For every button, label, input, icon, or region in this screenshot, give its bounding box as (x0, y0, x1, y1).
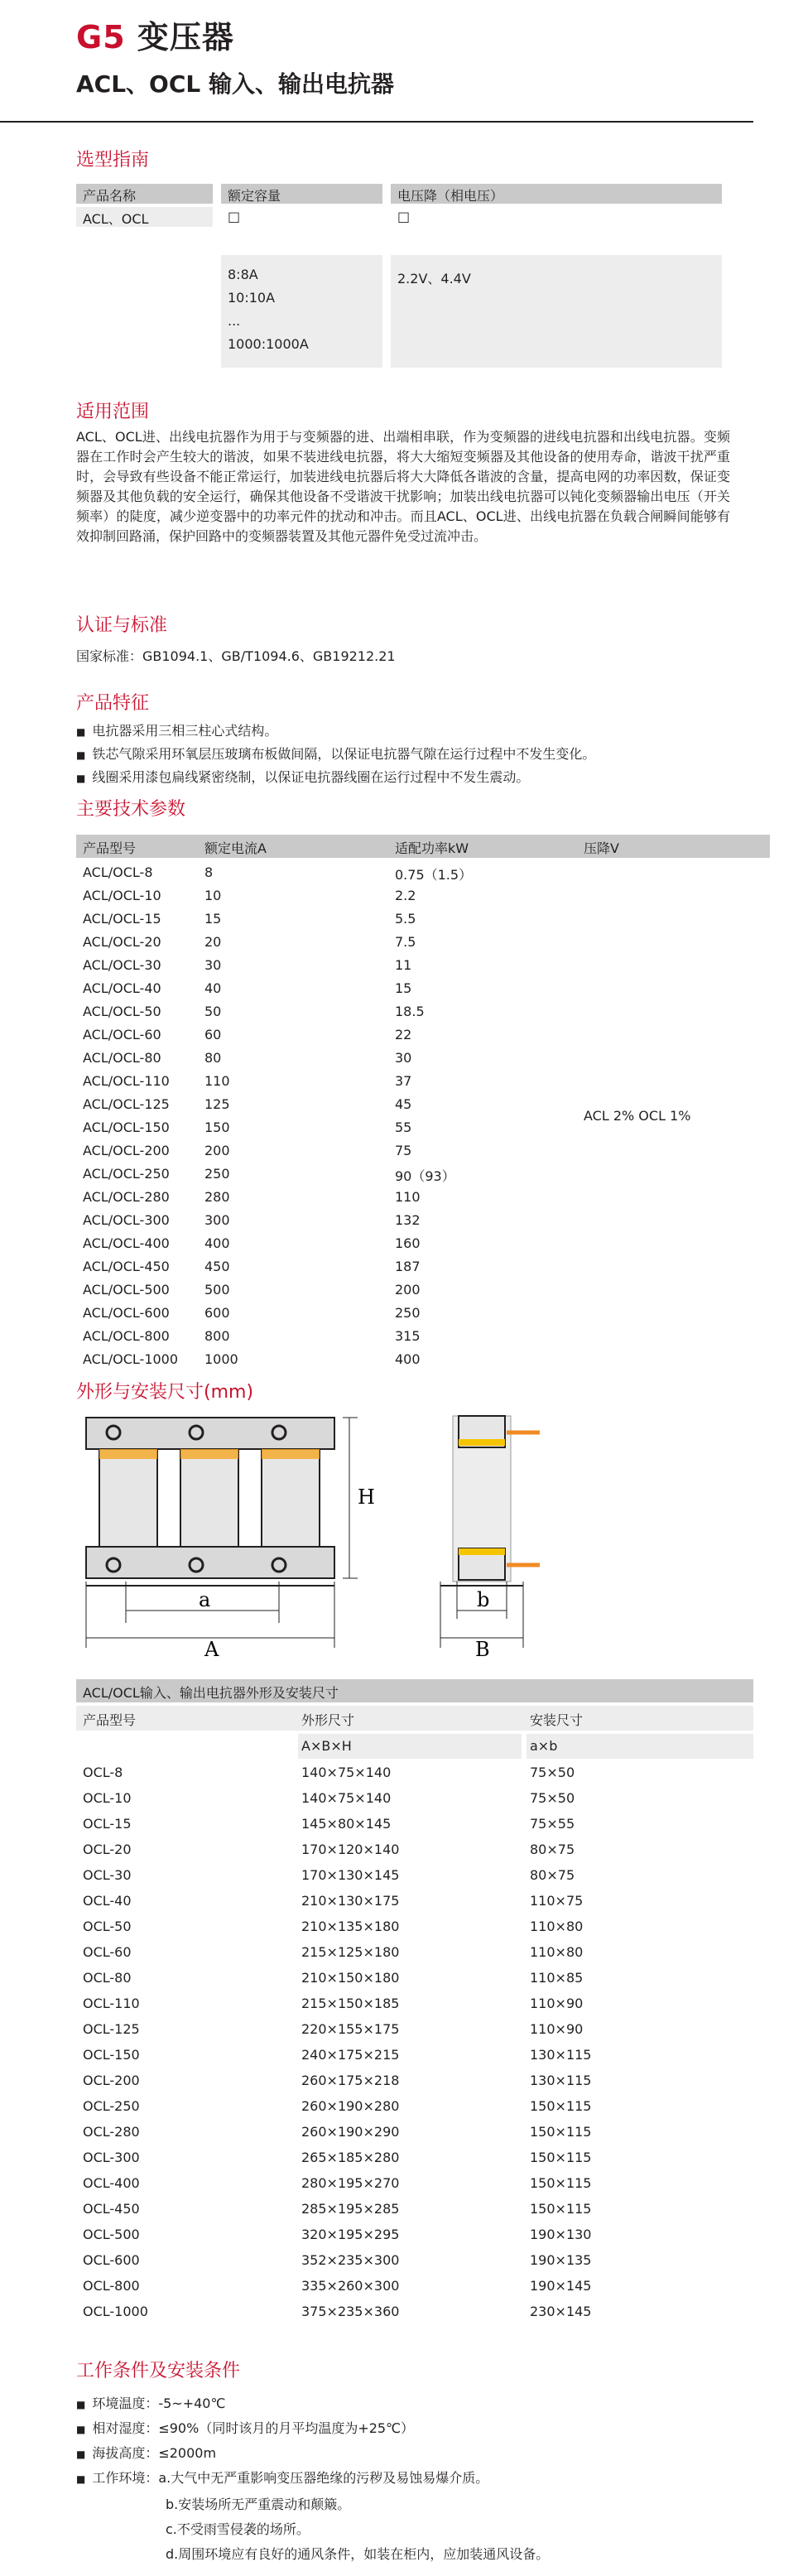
dim-outline-cell: 352×235×300 (301, 2252, 400, 2268)
specs-col-model: 产品型号 (83, 840, 137, 856)
feature-item-3: ■ 线圈采用漆包扁线紧密绕制，以保证电抗器线圈在运行过程中不发生震动。 (76, 767, 529, 786)
table-row (76, 2222, 753, 2248)
table-row (76, 1186, 770, 1209)
label-a: a (199, 1588, 211, 1611)
dim-mount-cell: 150×115 (530, 2201, 592, 2217)
selection-capacity-box-area (221, 255, 382, 368)
table-row (76, 1760, 753, 1786)
dim-outline-cell: 215×150×185 (301, 1996, 400, 2011)
specs-col-power: 适配功率kW (395, 840, 469, 856)
dim-mount-cell: 110×85 (530, 1970, 584, 1986)
dim-mount-cell: 80×75 (530, 1867, 575, 1883)
selection-voltage-box-area (391, 255, 722, 368)
table-row (76, 2274, 753, 2299)
spec-power-cell: 132 (395, 1212, 421, 1228)
dim-outline-cell: 260×175×218 (301, 2073, 400, 2088)
spec-model-cell: ACL/OCL-125 (83, 1096, 170, 1112)
dim-mount-cell: 130×115 (530, 2073, 592, 2088)
label-A: A (204, 1638, 219, 1656)
specs-drop-value: ACL 2% OCL 1% (584, 1108, 691, 1124)
spec-current-cell: 60 (204, 1027, 222, 1042)
spec-power-cell: 45 (395, 1096, 412, 1112)
dim-col-outline: 外形尺寸 (301, 1712, 355, 1728)
spec-power-cell: 90（93） (395, 1168, 455, 1184)
application-text: ACL、OCL进、出线电抗器作为用于与变频器的进、出端相串联，作为变频器的进线电抗器和出线电抗器。变频器在工作时会产生较大的谐波，如果不装进线电抗器，将大大缩短变频器及其他设备的使用寿命，谐波干扰严重时，会导致有些设备不能正常运行，加装进线电抗器后将大大降低各谐波的含量，提高电网的功率因数，保证变频器及其他负载的安全运行，确保其他设备不受谐波干扰影响；加装出线电抗器可以钝化变频器输出电压（开关频率）的陡度，减少逆变器中的功率元件的扰动和冲击。而且ACL、OCL进、出线电抗器在负载合闸瞬间能够有效抑制回路涌，保护回路中的变频器装置及其他元器件免受过流冲击。 (76, 429, 730, 544)
spec-current-cell: 125 (204, 1096, 230, 1112)
dim-model-cell: OCL-1000 (83, 2304, 148, 2319)
dim-mount-cell: 110×80 (530, 1919, 584, 1934)
spec-power-cell: 5.5 (395, 911, 416, 927)
voltage-value: 2.2V、4.4V (397, 271, 471, 286)
dim-outline-cell: 210×135×180 (301, 1919, 400, 1934)
conditions-heading: 工作条件及安装条件 (76, 2361, 241, 2381)
spec-power-cell: 160 (395, 1235, 421, 1251)
selection-col-voltage: 电压降（相电压） (397, 188, 504, 204)
selection-header-row (76, 184, 722, 204)
outline-heading: 外形与安装尺寸(mm) (76, 1382, 254, 1403)
dim-model-cell: OCL-15 (83, 1816, 132, 1832)
dim-model-cell: OCL-200 (83, 2073, 140, 2088)
selection-capacity-box: □ (228, 209, 241, 224)
spec-power-cell: 37 (395, 1073, 412, 1089)
specs-heading: 主要技术参数 (76, 799, 186, 820)
spec-power-cell: 0.75（1.5） (395, 867, 473, 883)
table-row (76, 2017, 753, 2043)
table-row (76, 1000, 770, 1023)
selection-col-capacity: 额定容量 (228, 188, 281, 204)
spec-current-cell: 80 (204, 1050, 222, 1066)
spec-model-cell: ACL/OCL-110 (83, 1073, 170, 1089)
spec-model-cell: ACL/OCL-1000 (83, 1351, 179, 1367)
specs-col-drop: 压降V (584, 840, 619, 856)
certification-heading: 认证与标准 (76, 615, 168, 636)
dim-model-cell: OCL-280 (83, 2124, 140, 2140)
dim-outline-cell: 145×80×145 (301, 1816, 392, 1832)
dim-outline-cell: 210×130×175 (301, 1893, 400, 1909)
brand-label: G5 (76, 19, 126, 55)
table-row (76, 977, 770, 1000)
dim-model-cell: OCL-300 (83, 2150, 140, 2165)
dim-col-mount: 安装尺寸 (530, 1712, 584, 1728)
spec-model-cell: ACL/OCL-300 (83, 1212, 170, 1228)
spec-current-cell: 500 (204, 1282, 230, 1298)
spec-model-cell: ACL/OCL-60 (83, 1027, 161, 1042)
spec-model-cell: ACL/OCL-20 (83, 934, 161, 950)
page-subtitle: ACL、OCL 输入、输出电抗器 (76, 70, 395, 98)
spec-current-cell: 250 (204, 1166, 230, 1182)
capacity-line-3: ... (228, 313, 241, 329)
spec-model-cell: ACL/OCL-40 (83, 980, 161, 996)
spec-current-cell: 800 (204, 1328, 230, 1344)
spec-power-cell: 2.2 (395, 888, 416, 903)
dimensions-title: ACL/OCL输入、输出电抗器外形及安装尺寸 (83, 1685, 339, 1701)
spec-current-cell: 40 (204, 980, 222, 996)
spec-power-cell: 110 (395, 1189, 421, 1205)
dim-mount-cell: 190×145 (530, 2278, 592, 2294)
spec-current-cell: 110 (204, 1073, 230, 1089)
spec-power-cell: 7.5 (395, 934, 416, 950)
table-row (76, 861, 770, 884)
table-row (76, 2171, 753, 2197)
dim-model-cell: OCL-500 (83, 2227, 140, 2242)
dim-sub-outline: A×B×H (301, 1738, 352, 1754)
dim-mount-cell: 75×55 (530, 1816, 575, 1832)
table-row (76, 954, 770, 977)
spec-power-cell: 75 (395, 1143, 412, 1158)
table-row (76, 1837, 753, 1863)
spec-model-cell: ACL/OCL-8 (83, 864, 153, 880)
dim-model-cell: OCL-110 (83, 1996, 140, 2011)
dim-model-cell: OCL-400 (83, 2175, 140, 2191)
specs-header-row (76, 835, 770, 858)
table-row (76, 1232, 770, 1255)
dim-mount-cell: 150×115 (530, 2175, 592, 2191)
table-row (76, 1278, 770, 1302)
dim-outline-cell: 220×155×175 (301, 2021, 400, 2037)
spec-power-cell: 11 (395, 957, 412, 973)
spec-current-cell: 600 (204, 1305, 230, 1321)
table-row (76, 1209, 770, 1232)
spec-current-cell: 15 (204, 911, 222, 927)
dim-outline-cell: 215×125×180 (301, 1944, 400, 1960)
dimensions-header-row (76, 1706, 753, 1731)
table-row (76, 1139, 770, 1163)
table-row (76, 1991, 753, 2017)
spec-current-cell: 50 (204, 1004, 222, 1019)
spec-model-cell: ACL/OCL-600 (83, 1305, 170, 1321)
page-title (76, 12, 234, 57)
front-view (86, 1418, 375, 1656)
table-row (76, 1940, 753, 1966)
dim-mount-cell: 110×80 (530, 1944, 584, 1960)
dim-model-cell: OCL-450 (83, 2201, 140, 2217)
specs-col-current: 额定电流A (204, 840, 267, 856)
spec-model-cell: ACL/OCL-450 (83, 1259, 170, 1274)
spec-model-cell: ACL/OCL-280 (83, 1189, 170, 1205)
dim-model-cell: OCL-30 (83, 1867, 132, 1883)
table-row (76, 884, 770, 908)
condition-sub-c: c.不受雨雪侵袭的场所。 (166, 2521, 310, 2537)
dim-outline-cell: 210×150×180 (301, 1970, 400, 1986)
table-row (76, 1255, 770, 1278)
table-row (76, 2043, 753, 2068)
dim-model-cell: OCL-40 (83, 1893, 132, 1909)
table-row (76, 1023, 770, 1047)
selection-col-product: 产品名称 (83, 188, 137, 204)
dim-mount-cell: 75×50 (530, 1790, 575, 1806)
table-row (76, 2120, 753, 2145)
dim-model-cell: OCL-800 (83, 2278, 140, 2294)
spec-model-cell: ACL/OCL-15 (83, 911, 161, 927)
dim-model-cell: OCL-600 (83, 2252, 140, 2268)
spec-current-cell: 20 (204, 934, 222, 950)
spec-power-cell: 187 (395, 1259, 421, 1274)
dim-model-cell: OCL-10 (83, 1790, 132, 1806)
spec-current-cell: 30 (204, 957, 222, 973)
spec-model-cell: ACL/OCL-50 (83, 1004, 161, 1019)
table-row (76, 2068, 753, 2094)
condition-item-2: ■ 相对湿度：≤90%（同时该月的月平均温度为+25℃） (76, 2418, 414, 2437)
table-row (76, 2094, 753, 2120)
capacity-line-4: 1000:1000A (228, 336, 309, 352)
title-text: 变压器 (137, 19, 234, 55)
spec-current-cell: 450 (204, 1259, 230, 1274)
dim-model-cell: OCL-60 (83, 1944, 132, 1960)
certification-text: 国家标准：GB1094.1、GB/T1094.6、GB19212.21 (76, 648, 396, 664)
capacity-line-1: 8:8A (228, 267, 258, 282)
spec-current-cell: 10 (204, 888, 222, 903)
table-row (76, 1966, 753, 1991)
table-row (76, 2197, 753, 2222)
selection-product-value: ACL、OCL (83, 211, 149, 227)
table-row (76, 1302, 770, 1325)
spec-power-cell: 22 (395, 1027, 412, 1042)
dim-model-cell: OCL-150 (83, 2047, 140, 2063)
condition-item-1: ■ 环境温度：-5~+40℃ (76, 2393, 225, 2412)
feature-item-2: ■ 铁芯气隙采用环氧层压玻璃布板做间隔，以保证电抗器气隙在运行过程中不发生变化。 (76, 744, 595, 763)
dim-outline-cell: 240×175×215 (301, 2047, 400, 2063)
spec-model-cell: ACL/OCL-30 (83, 957, 161, 973)
table-row (76, 1348, 770, 1371)
condition-item-3: ■ 海拔高度：≤2000m (76, 2443, 216, 2462)
spec-current-cell: 200 (204, 1143, 230, 1158)
table-row (76, 1325, 770, 1348)
spec-power-cell: 30 (395, 1050, 412, 1066)
spec-power-cell: 315 (395, 1328, 421, 1344)
dimensions-subheader-row (76, 1734, 753, 1759)
dim-outline-cell: 260×190×290 (301, 2124, 400, 2140)
application-heading: 适用范围 (76, 402, 150, 422)
dim-sub-mount: a×b (530, 1738, 558, 1754)
table-row (76, 908, 770, 931)
dim-mount-cell: 130×115 (530, 2047, 592, 2063)
spec-current-cell: 400 (204, 1235, 230, 1251)
dim-model-cell: OCL-50 (83, 1919, 132, 1934)
dim-mount-cell: 230×145 (530, 2304, 592, 2319)
condition-sub-b: b.安装场所无严重震动和颠簸。 (166, 2497, 351, 2512)
label-B: B (475, 1638, 490, 1656)
spec-model-cell: ACL/OCL-800 (83, 1328, 170, 1344)
spec-power-cell: 400 (395, 1351, 421, 1367)
dim-mount-cell: 190×135 (530, 2252, 592, 2268)
spec-model-cell: ACL/OCL-500 (83, 1282, 170, 1298)
label-b: b (477, 1588, 490, 1611)
features-heading: 产品特征 (76, 693, 150, 714)
table-row (76, 2299, 753, 2325)
spec-model-cell: ACL/OCL-200 (83, 1143, 170, 1158)
selection-value-row (76, 207, 722, 227)
side-view (440, 1416, 540, 1656)
dim-model-cell: OCL-125 (83, 2021, 140, 2037)
dim-mount-cell: 190×130 (530, 2227, 592, 2242)
spec-power-cell: 55 (395, 1119, 412, 1135)
spec-current-cell: 150 (204, 1119, 230, 1135)
dim-mount-cell: 150×115 (530, 2098, 592, 2114)
dim-outline-cell: 140×75×140 (301, 1790, 392, 1806)
dim-outline-cell: 170×120×140 (301, 1842, 400, 1857)
label-H: H (358, 1485, 375, 1509)
reactor-outline-drawing (76, 1408, 738, 1656)
capacity-line-2: 10:10A (228, 290, 276, 306)
dim-mount-cell: 110×90 (530, 2021, 584, 2037)
dim-model-cell: OCL-20 (83, 1842, 132, 1857)
dim-model-cell: OCL-250 (83, 2098, 140, 2114)
table-row (76, 1786, 753, 1812)
dimensions-title-bar (76, 1679, 753, 1702)
table-row (76, 1047, 770, 1070)
dim-mount-cell: 110×90 (530, 1996, 584, 2011)
spec-model-cell: ACL/OCL-150 (83, 1119, 170, 1135)
table-row (76, 2145, 753, 2171)
dim-outline-cell: 280×195×270 (301, 2175, 400, 2191)
table-row (76, 2248, 753, 2274)
table-row (76, 1812, 753, 1837)
spec-model-cell: ACL/OCL-10 (83, 888, 161, 903)
table-row (76, 1889, 753, 1914)
dim-outline-cell: 170×130×145 (301, 1867, 400, 1883)
dim-model-cell: OCL-80 (83, 1970, 132, 1986)
spec-power-cell: 15 (395, 980, 412, 996)
dim-mount-cell: 110×75 (530, 1893, 584, 1909)
dim-outline-cell: 320×195×295 (301, 2227, 400, 2242)
selection-heading: 选型指南 (76, 150, 150, 171)
spec-power-cell: 200 (395, 1282, 421, 1298)
spec-current-cell: 8 (204, 864, 214, 880)
spec-model-cell: ACL/OCL-400 (83, 1235, 170, 1251)
dim-mount-cell: 80×75 (530, 1842, 575, 1857)
dim-outline-cell: 375×235×360 (301, 2304, 400, 2319)
table-row (76, 1070, 770, 1093)
condition-sub-d: d.周围环境应有良好的通风条件，如装在柜内，应加装通风设备。 (166, 2546, 550, 2562)
table-row (76, 1914, 753, 1940)
spec-model-cell: ACL/OCL-80 (83, 1050, 161, 1066)
dim-outline-cell: 260×190×280 (301, 2098, 400, 2114)
condition-item-4: ■ 工作环境：a.大气中无严重影响变压器绝缘的污秽及易蚀易爆介质。 (76, 2468, 488, 2487)
dim-outline-cell: 335×260×300 (301, 2278, 400, 2294)
spec-current-cell: 300 (204, 1212, 230, 1228)
dim-col-model: 产品型号 (83, 1712, 137, 1728)
dim-mount-cell: 150×115 (530, 2124, 592, 2140)
table-row (76, 1163, 770, 1186)
dim-model-cell: OCL-8 (83, 1765, 123, 1780)
dim-mount-cell: 150×115 (530, 2150, 592, 2165)
spec-current-cell: 280 (204, 1189, 230, 1205)
dim-outline-cell: 140×75×140 (301, 1765, 392, 1780)
spec-power-cell: 18.5 (395, 1004, 425, 1019)
spec-current-cell: 1000 (204, 1351, 238, 1367)
table-row (76, 1863, 753, 1889)
table-row (76, 931, 770, 954)
feature-item-1: ■ 电抗器采用三相三柱心式结构。 (76, 720, 277, 739)
spec-model-cell: ACL/OCL-250 (83, 1166, 170, 1182)
selection-voltage-box: □ (397, 209, 411, 224)
dim-outline-cell: 285×195×285 (301, 2201, 400, 2217)
spec-power-cell: 250 (395, 1305, 421, 1321)
header-divider (0, 121, 753, 123)
dim-outline-cell: 265×185×280 (301, 2150, 400, 2165)
dim-mount-cell: 75×50 (530, 1765, 575, 1780)
